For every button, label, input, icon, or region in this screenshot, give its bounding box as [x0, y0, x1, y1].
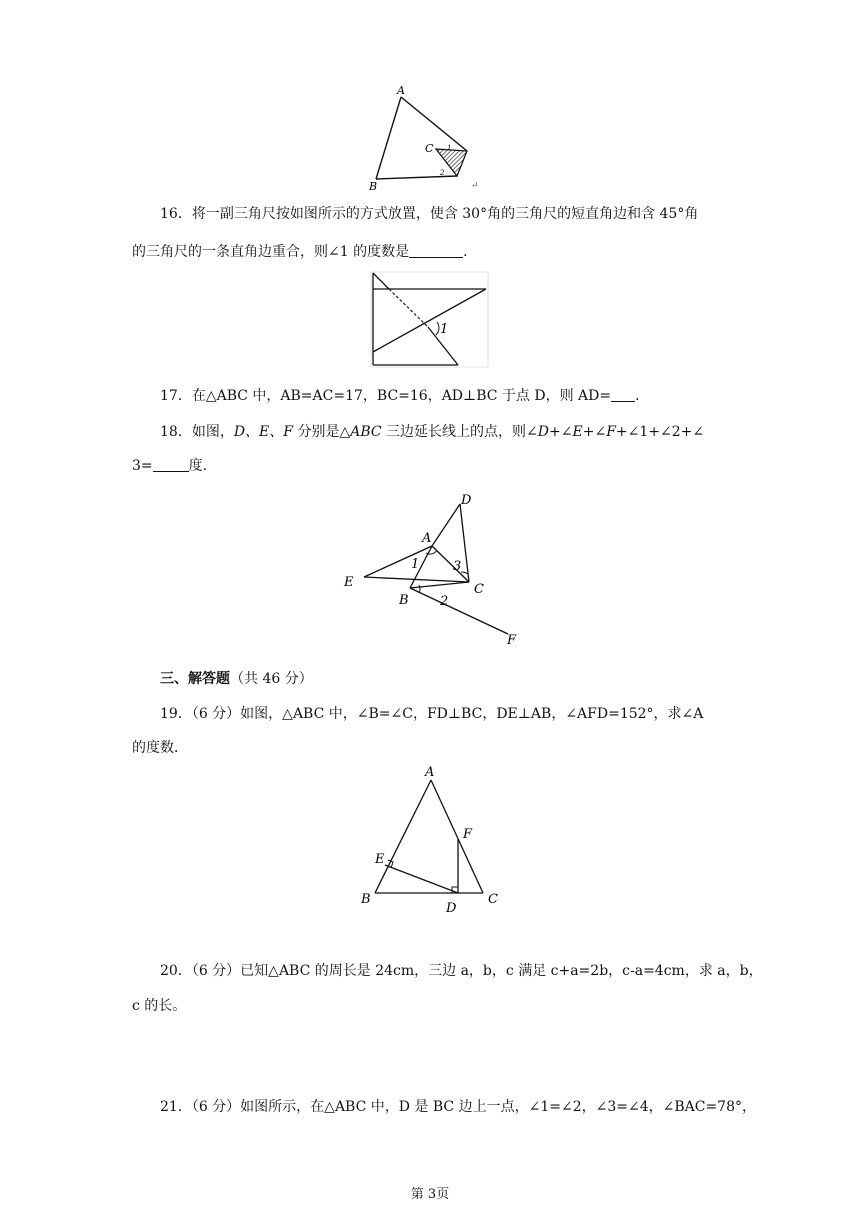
segment-bc — [410, 582, 469, 588]
label-b: B — [369, 180, 378, 193]
label-a: A — [397, 84, 405, 97]
angle-2-arc — [419, 585, 420, 593]
q18-line1 — [160, 421, 704, 441]
label-e: E — [375, 852, 385, 867]
label-1: 1 — [411, 557, 420, 572]
edge-ab — [376, 97, 401, 179]
answer-blank — [409, 243, 463, 258]
figure-q18 — [340, 490, 530, 650]
label-1: 1 — [440, 322, 449, 337]
segment-dc — [460, 504, 469, 582]
label-e: E — [344, 575, 354, 590]
figure-frame — [371, 272, 488, 367]
figure-q19 — [355, 765, 505, 915]
angle-1-arc — [426, 550, 437, 554]
q16-line2 — [132, 241, 477, 261]
angle-1-arc — [436, 322, 439, 335]
label-1: 1 — [447, 144, 452, 152]
q19-line2: 的度数． — [132, 740, 188, 756]
edge-bd — [376, 176, 457, 179]
q18-text-c: 三边延长线上的点，则∠ — [381, 424, 538, 440]
q18-text-h: F — [606, 424, 616, 440]
segment-ed — [364, 546, 432, 577]
label-3: 3 — [453, 559, 462, 574]
label-a: A — [422, 531, 432, 546]
edge-ac — [431, 780, 483, 893]
q17-line — [160, 385, 640, 405]
segment-ad — [432, 504, 460, 546]
segment-ac — [432, 546, 469, 582]
label-b: B — [399, 593, 409, 608]
label-a: A — [425, 765, 435, 780]
q17-end: . — [635, 388, 640, 404]
hypotenuse-45-hidden — [389, 289, 428, 327]
hypotenuse-30 — [373, 289, 486, 352]
label-b: B — [361, 892, 371, 907]
q18-text-d: D — [537, 424, 550, 440]
label-f: F — [463, 827, 473, 842]
page-number: 第 3页 — [410, 1187, 450, 1202]
q19-line1: 19．（6 分）如图，△ABC 中，∠B=∠C，FD⊥BC，DE⊥AB，∠AFD=152°，求∠A — [160, 706, 704, 722]
q18-text-i: +∠1+∠2+∠ — [615, 424, 705, 440]
label-c: C — [425, 142, 434, 155]
label-f: F — [507, 633, 517, 648]
q16-line1: 16．将一副三角尺按如图所示的方式放置，使含 30°角的三角尺的短直角边和含 45°角 — [160, 206, 699, 222]
q18-text-g: +∠ — [582, 424, 607, 440]
segment-de — [385, 865, 458, 893]
q21-line1: 21．（6 分）如图所示，在△ABC 中，D 是 BC 边上一点，∠1=∠2，∠3=∠4，∠BAC=78°， — [160, 1099, 756, 1115]
section-3-heading — [160, 668, 313, 688]
q16-line2-end: ． — [463, 244, 478, 260]
q18-line2-b: 度. — [188, 458, 208, 474]
label-d: D — [446, 901, 457, 916]
q18-text-f: E — [572, 424, 583, 440]
q20-line1: 20．（6 分）已知△ABC 的周长是 24cm，三边 a，b，c 满足 c+a=2b，c-a=4cm，求 a，b， — [160, 963, 763, 979]
q20-line2: c 的长。 — [132, 998, 187, 1014]
segment-ec — [364, 577, 469, 582]
q18-text-abc: ABC — [350, 424, 382, 440]
label-2: 2 — [440, 594, 449, 609]
answer-blank — [153, 457, 189, 472]
section-3-score: （共 46 分） — [230, 671, 313, 687]
q18-text-b: 分别是△ — [293, 424, 351, 440]
label-c: C — [474, 582, 484, 597]
label-d: D — [461, 493, 472, 508]
label-c: C — [488, 892, 498, 907]
q18-line2-a: 3= — [132, 458, 153, 474]
q16-line2-text: 的三角尺的一条直角边重合，则∠1 的度数是 — [132, 244, 410, 260]
angle-3-arc — [461, 572, 468, 574]
answer-blank — [611, 387, 635, 402]
edge-ad — [401, 97, 467, 151]
q18-text-e: +∠ — [549, 424, 573, 440]
figure-q16 — [371, 272, 491, 370]
q18-text-def: D、E、F — [233, 424, 293, 440]
q18-text-a: 18．如图， — [160, 424, 234, 440]
label-2: 2 — [440, 169, 445, 177]
q18-line2 — [132, 455, 207, 475]
figure-q15 — [360, 80, 490, 195]
section-3-title: 三、解答题 — [160, 671, 230, 687]
hypotenuse-45-top — [373, 273, 389, 289]
segment-bf — [410, 588, 508, 634]
edge-ab — [375, 780, 431, 893]
return-mark: ↵ — [471, 181, 479, 191]
q17-text: 17．在△ABC 中，AB=AC=17，BC=16，AD⊥BC 于点 D，则 AD= — [160, 388, 612, 404]
